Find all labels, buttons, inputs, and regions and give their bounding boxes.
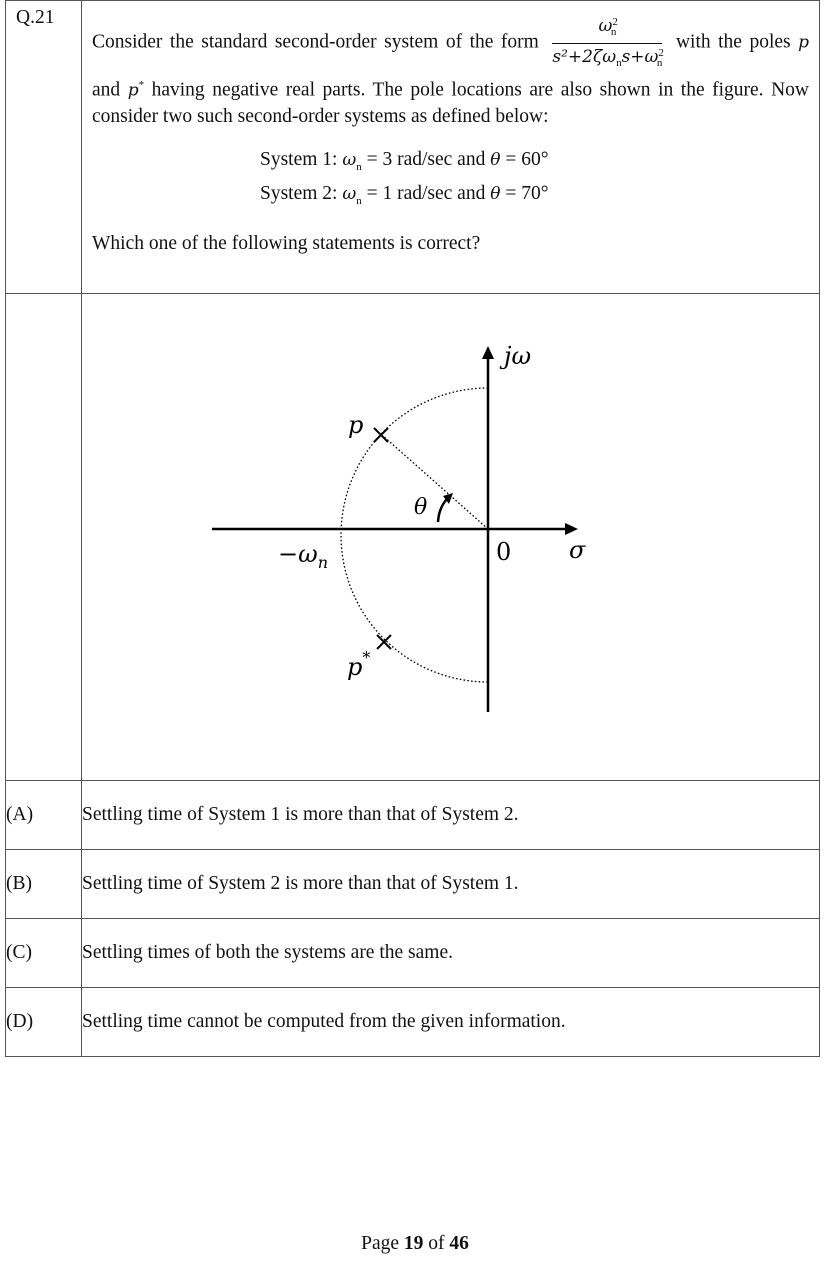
system1-theta-val: = 60° — [505, 148, 549, 170]
option-d-label: (D) — [6, 988, 82, 1057]
option-d-row[interactable] — [6, 988, 820, 1057]
transfer-function — [552, 14, 662, 72]
question-number-cell — [6, 1, 82, 294]
system-definitions — [260, 146, 809, 216]
system2-eq: = 1 rad/sec and — [366, 183, 486, 205]
origin-label: 0 — [496, 538, 512, 566]
pole-pstar-sup: * — [138, 79, 145, 91]
real-axis-arrow — [565, 523, 578, 535]
question-table — [5, 0, 820, 1057]
option-b-label: (B) — [6, 850, 82, 919]
option-b-text: Settling time of System 2 is more than that of System 1. — [82, 850, 820, 919]
footer-page-total: 46 — [449, 1233, 469, 1254]
footer-page-number: 19 — [403, 1233, 424, 1254]
tf-den-2: s+ω — [621, 47, 659, 67]
radial-line — [382, 435, 488, 529]
question-prompt: Which one of the following statements is correct? — [92, 233, 481, 255]
x-axis-label: σ — [569, 536, 586, 564]
stem-text-2: with the poles — [675, 31, 791, 53]
footer-of-word: of — [428, 1233, 445, 1254]
stem-text-3: having negative real parts. The pole locations are also shown in the figure. Now consider two such second-order systems as defined below: — [92, 79, 810, 127]
figure-number-cell — [6, 294, 82, 781]
pole-p-marker — [374, 428, 388, 442]
p-label: p — [348, 411, 364, 439]
tf-num-sup: 2 — [612, 16, 618, 28]
system1-label: System 1: — [260, 148, 338, 170]
tf-den-sub2: n — [656, 57, 663, 69]
option-a-text: Settling time of System 1 is more than that of System 2. — [82, 781, 820, 850]
pole-pstar-marker — [377, 635, 391, 649]
system2-label: System 2: — [260, 183, 338, 205]
tf-num-sub: n — [610, 26, 617, 38]
stem-text-1: Consider the standard second-order system of the form — [92, 31, 539, 53]
tf-den-sup2: 2 — [658, 47, 664, 59]
stem-paragraph — [92, 14, 809, 130]
system1-theta: θ — [490, 149, 501, 170]
tf-numerator — [552, 14, 662, 44]
neg-wn-label: $-\omega_n$ — [278, 540, 328, 572]
option-c-label: (C) — [6, 919, 82, 988]
option-a-label: (A) — [6, 781, 82, 850]
system2-wn: ω — [342, 184, 357, 205]
footer-page-word: Page — [361, 1233, 400, 1254]
system1-wn-sub: n — [356, 160, 362, 173]
tf-num-omega: ω — [598, 16, 613, 36]
figure-cell — [82, 294, 820, 781]
option-b-row[interactable] — [6, 850, 820, 919]
option-a-row[interactable] — [6, 781, 820, 850]
system1-eq: = 3 rad/sec and — [366, 148, 486, 170]
tf-den-sub1: n — [616, 57, 622, 69]
option-c-row[interactable] — [6, 919, 820, 988]
y-axis-label: jω — [504, 342, 532, 370]
question-stem-cell — [82, 1, 820, 294]
page-footer — [0, 1233, 830, 1255]
tf-denominator — [552, 44, 662, 72]
pstar-label: p* — [347, 648, 371, 681]
stem-and: and — [92, 79, 121, 101]
question-stem — [82, 1, 819, 257]
system-1 — [260, 146, 809, 181]
system2-wn-sub: n — [356, 195, 362, 208]
option-c-text: Settling times of both the systems are the same. — [82, 919, 820, 988]
system-2 — [260, 180, 809, 215]
question-number: Q.21 — [16, 7, 55, 28]
option-d-text: Settling time cannot be computed from the given information. — [82, 988, 820, 1057]
pole-pstar: p — [127, 80, 139, 101]
imag-axis-arrow — [482, 346, 494, 359]
pole-zero-figure — [82, 294, 819, 780]
tf-den-1: s²+2ζω — [552, 47, 617, 67]
pole-p: p — [798, 32, 810, 53]
theta-label: θ — [414, 495, 428, 520]
system2-theta: θ — [490, 184, 501, 205]
system1-wn: ω — [342, 149, 357, 170]
system2-theta-val: = 70° — [505, 183, 549, 205]
